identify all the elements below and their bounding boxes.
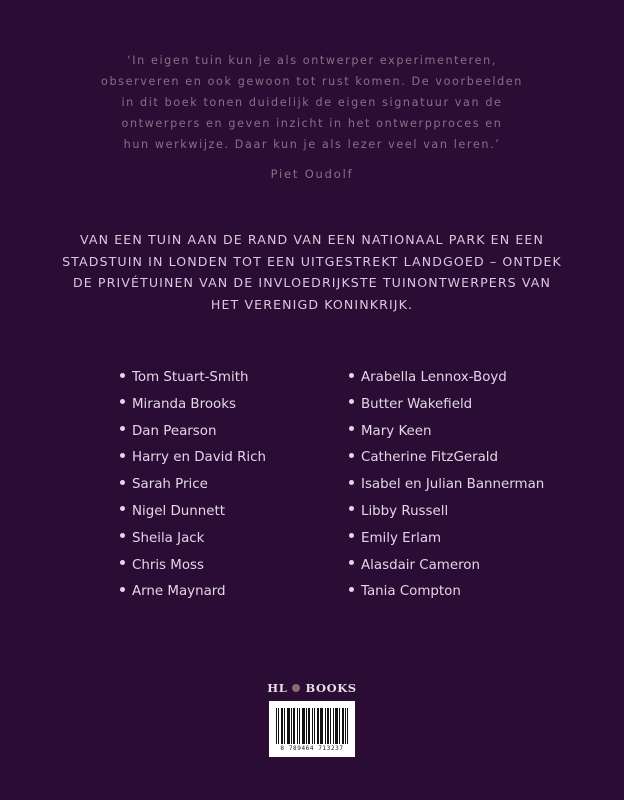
list-item — [120, 529, 266, 556]
list-item — [349, 529, 544, 556]
quote-author: Piet Oudolf — [270, 167, 354, 181]
designer-name: Tom Stuart-Smith — [132, 370, 249, 385]
bullet-icon — [120, 426, 125, 431]
publisher-logo — [0, 681, 624, 695]
bullet-icon — [120, 453, 125, 458]
endorsement-quote — [0, 50, 624, 155]
list-item — [349, 368, 544, 395]
list-item — [120, 502, 266, 529]
barcode-digits: 8 789464 713237 — [280, 745, 344, 752]
bullet-icon — [349, 453, 354, 458]
isbn-barcode — [269, 701, 355, 757]
list-item — [349, 582, 544, 609]
bullet-icon — [349, 533, 354, 538]
intro-line: HET VERENIGD KONINKRIJK. — [210, 296, 414, 312]
quote-line: hun werkwijze. Daar kun je als lezer veel van leren.’ — [123, 138, 501, 151]
designer-name: Emily Erlam — [361, 530, 442, 546]
designer-name: Arne Maynard — [132, 584, 226, 600]
designer-name: Dan Pearson — [132, 423, 217, 439]
bullet-icon — [120, 399, 125, 404]
bullet-icon — [120, 587, 125, 592]
list-item — [120, 556, 266, 583]
list-item — [120, 582, 266, 609]
designer-name: Sarah Price — [132, 477, 208, 493]
intro-line: DE PRIVÉTUINEN VAN DE INVLOEDRIJKSTE TUINONTWERPERS VAN — [72, 275, 552, 290]
list-item — [120, 448, 266, 475]
designer-list-right — [349, 368, 544, 609]
flower-mark-icon — [292, 684, 300, 692]
bullet-icon — [120, 506, 125, 511]
list-item — [120, 395, 266, 422]
designer-name: Isabel en Julian Bannerman — [361, 477, 545, 493]
list-item — [349, 448, 544, 475]
list-item — [349, 422, 544, 449]
designer-name: Nigel Dunnett — [132, 503, 225, 519]
list-item — [349, 475, 544, 502]
bullet-icon — [349, 399, 354, 404]
bullet-icon — [349, 506, 354, 511]
designer-name: Tania Compton — [361, 584, 461, 600]
bullet-icon — [349, 560, 354, 565]
designer-name: Harry en David Rich — [132, 450, 267, 466]
bullet-icon — [120, 480, 125, 485]
list-item — [120, 368, 266, 395]
designer-name: Mary Keen — [361, 423, 432, 439]
designer-name: Alasdair Cameron — [361, 557, 480, 573]
intro-line: STADSTUIN IN LONDEN TOT EEN UITGESTREKT LANDGOED – ONTDEK — [62, 253, 562, 269]
designer-name: Arabella Lennox-Boyd — [361, 370, 507, 385]
designer-name: Libby Russell — [361, 503, 449, 519]
list-item — [349, 556, 544, 583]
designer-name: Miranda Brooks — [132, 396, 236, 412]
list-item — [120, 422, 266, 449]
list-item — [349, 502, 544, 529]
designer-name: Sheila Jack — [132, 530, 205, 546]
quote-line: ontwerpers en geven inzicht in het ontwerpproces en — [121, 117, 503, 130]
designer-name: Butter Wakefield — [361, 396, 473, 412]
designer-name: Chris Moss — [132, 557, 204, 573]
intro-blurb — [0, 229, 624, 315]
bullet-icon — [349, 480, 354, 485]
intro-line: VAN EEN TUIN AAN DE RAND VAN EEN NATIONAAL PARK EN EEN — [80, 232, 544, 247]
bullet-icon — [349, 587, 354, 592]
bullet-icon — [120, 533, 125, 538]
bullet-icon — [349, 426, 354, 431]
barcode-bars — [276, 708, 348, 744]
quote-line: in dit boek tonen duidelijk de eigen signatuur van de — [121, 96, 503, 109]
quote-line: ‘In eigen tuin kun je als ontwerper experimenteren, — [127, 54, 497, 67]
bullet-icon — [120, 560, 125, 565]
list-item — [120, 475, 266, 502]
designer-list-left — [120, 368, 266, 609]
publisher-name-left: HL — [267, 681, 288, 695]
bullet-icon — [120, 373, 125, 378]
publisher-name-right: BOOKS — [305, 681, 357, 695]
bullet-icon — [349, 373, 354, 378]
designer-name: Catherine FitzGerald — [361, 450, 499, 466]
quote-line: observeren en ook gewoon tot rust komen. De voorbeelden — [101, 75, 523, 88]
list-item — [349, 395, 544, 422]
